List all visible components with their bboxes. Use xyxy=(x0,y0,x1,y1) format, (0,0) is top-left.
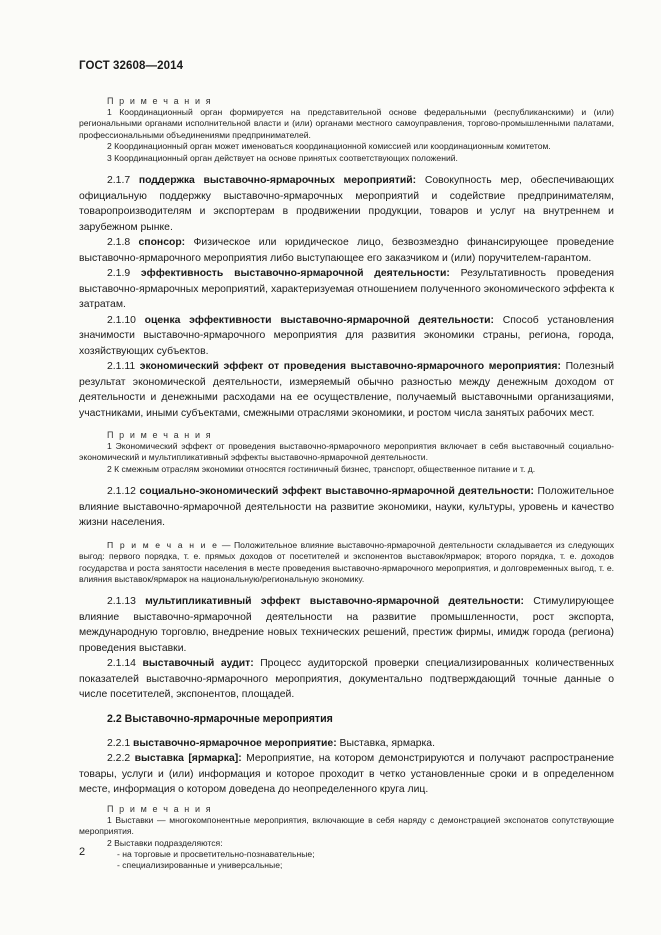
note-item: 1 Выставки — многокомпонентные мероприятия, включающие в себя наряду с демонстрацией экспонатов сопутствующие мероприятия. xyxy=(79,814,614,837)
note-subitem: - на торговые и просветительно-познавательные; xyxy=(117,849,315,860)
term-name: спонсор: xyxy=(138,237,186,249)
term-name: экономический эффект от проведения выставочно-ярмарочного мероприятия: xyxy=(139,361,561,373)
notes-title: П р и м е ч а н и я xyxy=(107,96,213,106)
term-name: социально-экономический эффект выставочно-ярмарочной деятельности: xyxy=(139,486,534,498)
term-2-2-2: 2.2.2 выставка [ярмарка]: Мероприятие, на котором демонстрируются и получают распространение товары, услуги и (или) информация и которое проходит в четко установленные сроки и в определенном месте, информация о котором доведена до неопределенного круга лиц. xyxy=(79,753,614,796)
note-item: 2 Координационный орган может именоваться координационной комиссией или координационным комитетом. xyxy=(107,141,551,152)
term-name: выставочно-ярмарочное мероприятие: xyxy=(133,737,337,749)
term-name: оценка эффективности выставочно-ярмарочной деятельности: xyxy=(144,314,495,326)
note-subitem: - специализированные и универсальные; xyxy=(117,860,283,871)
term-2-1-9: 2.1.9 эффективность выставочно-ярмарочной деятельности: Результативность проведения выставочно-ярмарочных мероприятий, характеризуемая отношением полученного экономического эффекта к затратам. xyxy=(79,268,614,311)
document-header: ГОСТ 32608—2014 xyxy=(79,60,184,72)
notes-title: П р и м е ч а н и я xyxy=(107,430,213,441)
term-2-1-10: 2.1.10 оценка эффективности выставочно-ярмарочной деятельности: Способ установления значимости выставочно-ярмарочного мероприятия для развития экономики страны, региона, города, хозяйствующих субъектов. xyxy=(79,314,614,357)
term-2-1-8: 2.1.8 спонсор: Физическое или юридическое лицо, безвозмездно финансирующее проведение выставочно-ярмарочного мероприятия либо выступающее его заказчиком и (или) поручителем-гарантом. xyxy=(79,237,615,264)
note-label: П р и м е ч а н и е xyxy=(107,539,219,550)
page-number: 2 xyxy=(79,846,86,858)
notes-block-1 xyxy=(79,96,614,164)
term-2-1-12: 2.1.12 социально-экономический эффект выставочно-ярмарочной деятельности: Положительное влияние выставочно-ярмарочной деятельности на развитие экономики, науки, культуры, уровень и качество жизни населения. xyxy=(79,486,614,529)
term-name: выставка [ярмарка]: xyxy=(134,753,242,765)
notes-title: П р и м е ч а н и я xyxy=(107,803,213,814)
term-name: эффективность выставочно-ярмарочной деятельности: xyxy=(140,268,450,280)
term-name: поддержка выставочно-ярмарочных мероприятий: xyxy=(138,175,417,187)
note-item: 1 Экономический эффект от проведения выставочно-ярмарочного мероприятия включает в себя выставочный социально-экономический и мультипликативный эффекты выставочно-ярмарочной деятельности. xyxy=(79,441,614,463)
document-body xyxy=(79,96,614,872)
notes-block-2 xyxy=(79,430,614,475)
term-2-1-14: 2.1.14 выставочный аудит: Процесс аудиторской проверки специализированных количественных показателей выставочно-ярмарочного мероприятия, документально подтверждающий точные данные о числе посетителей, экспонентов, площадей. xyxy=(79,658,614,701)
note-item: 2 Выставки подразделяются: xyxy=(107,837,223,848)
term-2-1-11: 2.1.11 экономический эффект от проведения выставочно-ярмарочного мероприятия: Полезный результат экономической деятельности, измеряемый обычно разностью между денежным доходом от деятельности и денежными расходами на ее осуществление, получаемый выставочными организациями, участниками, иными субъектами, смежными отраслями экономики, и ростом числа занятых рабочих мест. xyxy=(79,361,614,419)
note-item: 1 Координационный орган формируется на представительной основе федеральными (республиканскими) и (или) региональными органами исполнительной власти и (или) органами местного самоуправления, торгово-промышленными палатами, профессиональными объединениями предпринимателей. xyxy=(79,107,614,140)
notes-block-4 xyxy=(79,804,614,872)
note-item: 3 Координационный орган действует на основе принятых соответствующих положений. xyxy=(107,152,458,163)
term-2-1-7: 2.1.7 поддержка выставочно-ярмарочных мероприятий: Совокупность мер, обеспечивающих официальную поддержку выставочно-ярмарочных мероприятий и содействие предпринимателям, товаропроизводителям и экспортерам в продвижении продукции, товаров и услуг на внутреннем и зарубежном рынке. xyxy=(79,175,615,233)
note-item: 2 К смежным отраслям экономики относятся гостиничный бизнес, транспорт, общественное питание и т. д. xyxy=(107,463,536,474)
note-single: П р и м е ч а н и е — Положительное влияние выставочно-ярмарочной деятельности складывается из следующих выгод: первого порядка, т. е. прямых доходов от посетителей и экспонентов выставок/ярмарок; второго порядка, т. е. доходов государства и роста занятости населения в месте проведения выставочно-ярмарочного мероприятия, и долговременных выгод, т. е. влияния выставок/ярмарок на национальную/региональную экономику. xyxy=(79,539,614,584)
section-heading: 2.2 Выставочно-ярмарочные мероприятия xyxy=(107,712,333,725)
term-name: мультипликативный эффект выставочно-ярмарочной деятельности: xyxy=(145,596,524,608)
term-2-2-1: 2.2.1 выставочно-ярмарочное мероприятие: Выставка, ярмарка. xyxy=(107,737,435,749)
term-2-1-13: 2.1.13 мультипликативный эффект выставочно-ярмарочной деятельности: Стимулирующее влияние выставочно-ярмарочной деятельности на развитие промышленности, рост экспорта, международную торговлю, внедрение новых технических решений, престиж фирмы, имидж города (региона) проведения выставки. xyxy=(79,596,614,654)
term-name: выставочный аудит: xyxy=(142,658,254,670)
